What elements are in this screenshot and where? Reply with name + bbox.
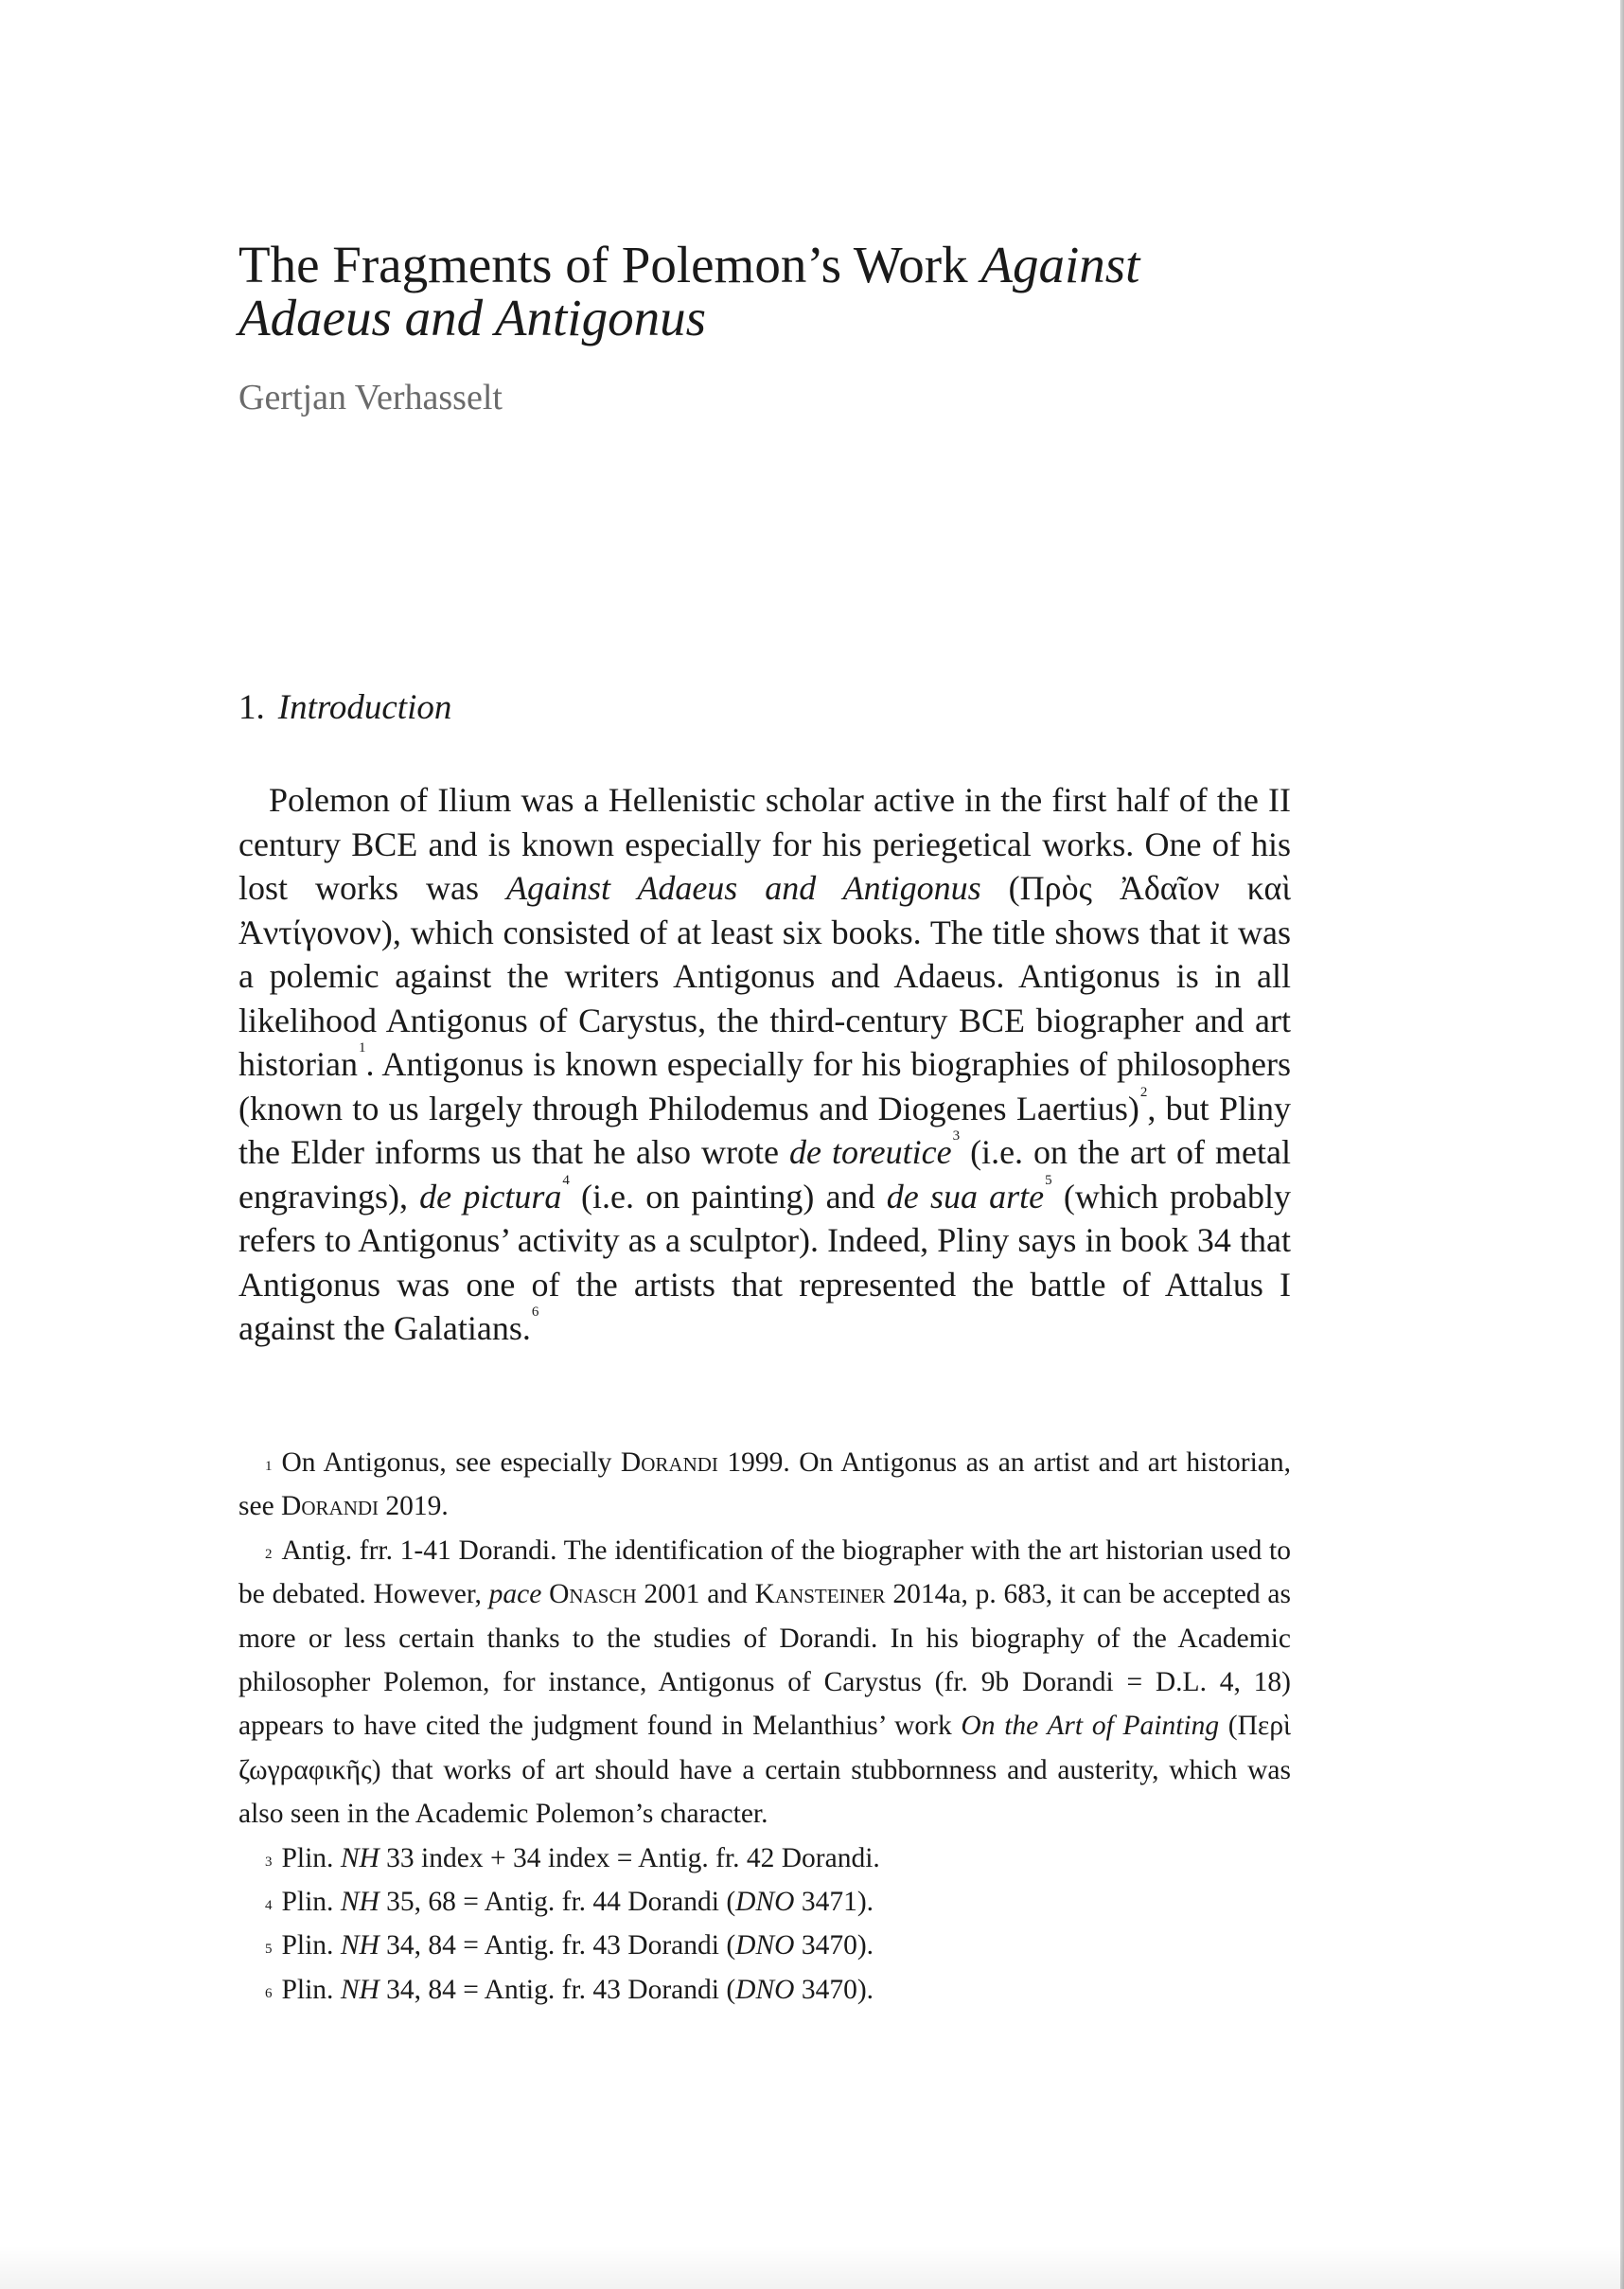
italic-run: DNO [735,1974,795,2005]
footnote-2 [238,1529,1291,1837]
text-run: 2014a, p. 683, it can be accepted as more or less certain thanks to the studies of Dorandi. In his biography of the Academic philosopher Polemon, for instance, Antigonus of Carystus (fr. 9b Dorandi = D.L. 4, 18) appears to have cited the judgment found in Melanthius’ work [238,1579,1292,1742]
footnote-mark: 3 [265,1854,273,1870]
text-run: 34, 84 = Antig. fr. 43 Dorandi ( [379,1974,736,2005]
italic-run: NH [340,1974,380,2005]
page-bottom-shadow [0,2245,1624,2289]
text-run: (i.e. on the art of metal engravings), [238,1133,1292,1215]
author-name: Gertjan Verhasselt [238,378,503,417]
footnotes [238,1441,1291,2012]
footnote-4 [238,1880,1291,1924]
text-run: (i.e. on painting) and [569,1177,887,1215]
footnote-ref-3[interactable]: 3 [952,1128,961,1144]
text-run: 1999. On Antigonus as an artist and art historian, see [238,1447,1292,1522]
footnote-ref-1[interactable]: 1 [358,1040,366,1056]
footnote-ref-6[interactable]: 6 [531,1304,539,1320]
text-run: Plin. [281,1887,341,1918]
text-run: , but Pliny the Elder informs us that he also wrote [238,1089,1291,1171]
text-run: 2001 and [636,1579,755,1610]
text-run: Plin. [281,1930,341,1961]
article-title [238,236,1291,346]
text-run: Plin. [281,1974,341,2005]
text-run: (which probably refers to Antigonus’ activity as a sculptor). Indeed, Pliny says in book 34 that Antigonus was one of the artists that represented the battle of Attalus I against the Galatians. [238,1177,1292,1347]
footnote-ref-5[interactable]: 5 [1045,1172,1052,1188]
italic-run: de sua arte [886,1177,1045,1215]
italic-run: NH [340,1842,380,1873]
text-run: Polemon of Ilium was a Hellenistic scholar active in the first half of the II century BCE and is known especially for his periegetical works. One of his lost works was [238,781,1291,907]
footnote-ref-4[interactable]: 4 [562,1172,570,1188]
footnote-mark: 5 [265,1942,273,1958]
text-run [541,1579,549,1609]
footnote-ref-2[interactable]: 2 [1139,1084,1148,1100]
footnote-6 [238,1968,1291,2012]
section-number: 1. [238,688,265,727]
text-run: On Antigonus, see especially [281,1447,621,1478]
author-ref: Dorandi [281,1491,380,1522]
footnote-3 [238,1837,1291,1880]
italic-run: Against Adaeus and Antigonus [505,869,981,907]
italic-run: pace [488,1579,542,1610]
text-run: 3470). [794,1974,874,2005]
italic-run: DNO [735,1930,795,1961]
text-run: (Πρὸς Ἀδαῖον καὶ Ἀντίγονον), which consisted of at least six books. The title shows that it was a polemic against the writers Antigonus and Adaeus. Antigonus is in all likelihood Antigonus of Carystus, the third-century BCE biographer and art historian [238,869,1291,1083]
italic-run: de toreutice [788,1133,952,1171]
text-run: 2019. [379,1491,449,1522]
italic-run: NH [340,1930,380,1961]
text-run: (Περὶ ζωγραφικῆς) that works of art should have a certain stubbornness and austerity, which was also seen in the Academic Polemon’s character. [238,1711,1291,1830]
italic-run: NH [340,1887,380,1918]
text-run: 33 index + 34 index = Antig. fr. 42 Dorandi. [379,1842,880,1873]
footnote-mark: 1 [265,1459,273,1474]
author-ref: Kansteiner [754,1579,886,1610]
title-italic: Against Adaeus and Antigonus [238,236,1140,346]
body-paragraph [238,778,1291,1351]
text-run: Plin. [281,1842,341,1873]
author-ref: Onasch [549,1579,637,1610]
italic-run: de pictura [419,1177,562,1215]
text-run: . Antigonus is known especially for his biographies of philosophers (known to us largely through Philodemus and Diogenes Laertius) [238,1045,1291,1127]
text-run: Antig. frr. 1-41 Dorandi. The identification of the biographer with the art historian used to be debated. However, [238,1535,1291,1610]
author-ref: Dorandi [620,1447,718,1478]
text-run: 3470). [794,1930,874,1961]
italic-run: On the Art of Painting [961,1711,1220,1742]
text-run: 3471). [794,1887,874,1918]
title-plain: The Fragments of Polemon’s Work [238,236,981,293]
footnote-mark: 2 [265,1546,273,1562]
text-run: 35, 68 = Antig. fr. 44 Dorandi ( [379,1887,736,1918]
italic-run: DNO [735,1887,795,1918]
footnote-5 [238,1924,1291,1967]
footnote-mark: 6 [265,1985,273,2001]
section-heading [238,687,451,729]
section-title: Introduction [277,688,452,727]
page-edge [1620,0,1624,2289]
text-run: 34, 84 = Antig. fr. 43 Dorandi ( [379,1930,736,1961]
footnote-1 [238,1441,1291,1529]
footnote-mark: 4 [265,1898,273,1914]
